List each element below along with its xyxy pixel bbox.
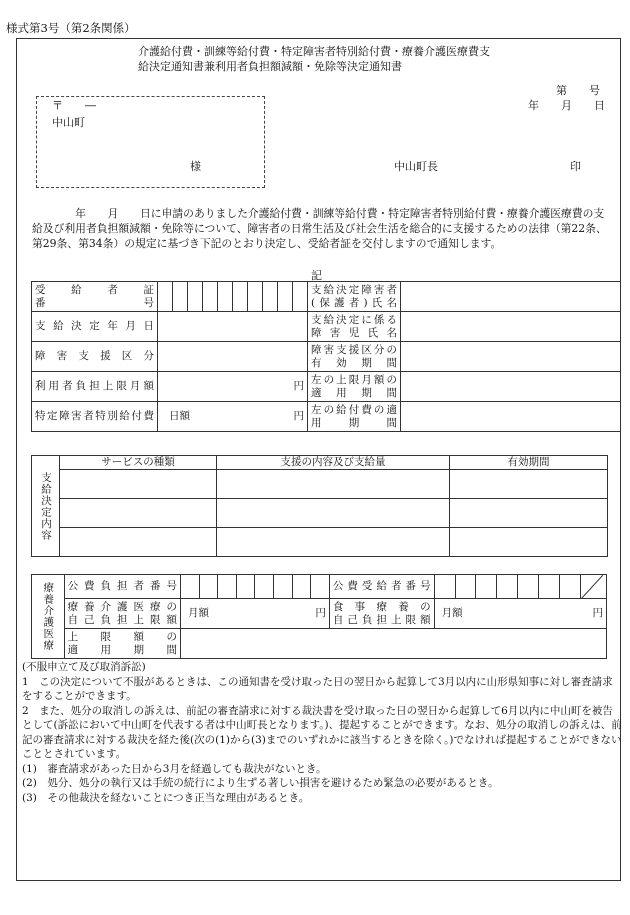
title-line-1: 介護給付費・訓練等給付費・特定障害者特別給付費・療養介護医療費支 (138, 45, 490, 58)
limit-period-label: 左の上限月額の 適用期間 (308, 372, 401, 402)
user-limit-value: 円 (158, 372, 308, 402)
form-number-label: 様式第3号（第2条関係） (6, 21, 136, 35)
note-sub-2: (2) 処分、処分の執行又は手続の続行により生ずる著しい損害を避けるため緊急の必要があるとき。 (22, 777, 499, 789)
note-item-2: 2 また、処分の取消しの訴えは、前記の審査請求に対する裁決書を受け取った日の翌日から起算して6月以内に中山町を被告として(訴訟において中山町を代表する者は中山町長となります。)、提起することができます。なお、処分の取消しの訴えは、前記の審査請求に対する裁決を経た後(次の(1)から(3)までのいずれかに該当するときを除く。)でなければ提起することができないこととされています。 (22, 704, 622, 760)
medical-limit-label: 療養介護医療の 自己負担上限額 (64, 599, 180, 629)
issuer-name: 中山町長 (394, 160, 438, 173)
document-title (138, 44, 490, 74)
special-benefit-value: 日額 円 (158, 402, 308, 432)
guardian-name-value (401, 282, 621, 312)
slash-cell (581, 575, 607, 599)
decision-date-value (158, 312, 308, 342)
guardian-name-label: 支給決定障害者 (保護者)氏名 (308, 282, 401, 312)
benefit-period-value (401, 402, 621, 432)
honorific-sama: 様 (190, 160, 201, 173)
support-class-label: 障害支援区分 (32, 342, 158, 372)
medical-limit-value: 月額 円 (180, 599, 329, 629)
service-side-label: 支給決定内容 (32, 456, 60, 557)
appeal-notes (22, 660, 622, 805)
child-name-value (401, 312, 621, 342)
note-sub-1: (1) 審査請求があった日から3月を経過しても裁決がないとき。 (22, 762, 327, 775)
recipient-public-no-label: 公費受給者番号 (329, 575, 434, 599)
title-line-2: 給決定通知書兼利用者負担額減額・免除等決定通知書 (138, 60, 402, 73)
address-town: 中山町 (52, 116, 85, 129)
service-table (31, 455, 608, 557)
child-name-label: 支給決定に係る 障害児氏名 (308, 312, 401, 342)
meal-limit-label: 食事療養の 自己負担上限額 (329, 599, 434, 629)
col-service-type: サービスの種類 (60, 456, 217, 470)
user-limit-label: 利用者負担上限月額 (32, 372, 158, 402)
note-item-1: 1 この決定について不服があるときは、この通知書を受け取った日の翌日から起算して3月以内に山形県知事に対し審査請求をすることができます。 (22, 675, 613, 702)
notes-heading: (不服申立て及び取消訴訟) (22, 661, 146, 673)
body-text: 年 月 日に申請のありました介護給付費・訓練等給付費・特定障害者特別給付費・療養介護医療費の支給及び利用者負担額減額・免除等について、障害者の日常生活及び社会生活を総合的に支援するための法律（第22条、第29条、第34条）の規定に基づき下記のとおり決定し、受給者証を交付しますので通知します。 (32, 207, 607, 250)
support-valid-value (401, 342, 621, 372)
col-valid-period: 有効期間 (450, 456, 608, 470)
limit-period-value (401, 372, 621, 402)
payer-no-label: 公費負担者番号 (64, 575, 180, 599)
seal-mark: 印 (570, 160, 581, 173)
col-support-content: 支援の内容及び支給量 (217, 456, 450, 470)
support-class-value (158, 342, 308, 372)
postal-code: 〒 ― (52, 99, 96, 112)
decision-date-label: 支給決定年月日 (32, 312, 158, 342)
benefit-period-label: 左の給付費の適 用期間 (308, 402, 401, 432)
medical-table (31, 574, 607, 659)
limit-period-label-2: 上限額の 適用期間 (64, 629, 180, 659)
slash-line (581, 575, 603, 599)
medical-side-label: 療養介護医療 (32, 575, 65, 659)
meal-limit-value: 月額 円 (434, 599, 606, 629)
limit-period-value-2 (180, 629, 606, 659)
note-sub-3: (3) その他裁決を経ないことにつき正当な理由があるとき。 (22, 791, 310, 804)
document-date: 年 月 日 (528, 99, 605, 112)
document-number: 第 号 (556, 84, 600, 97)
ki-mark: 記 (311, 269, 322, 282)
recipient-no-label: 受給者証 番号 (32, 282, 158, 312)
decision-table (31, 281, 621, 432)
support-valid-label: 障害支援区分の 有効期間 (308, 342, 401, 372)
special-benefit-label: 特定障害者特別給付費 (32, 402, 158, 432)
